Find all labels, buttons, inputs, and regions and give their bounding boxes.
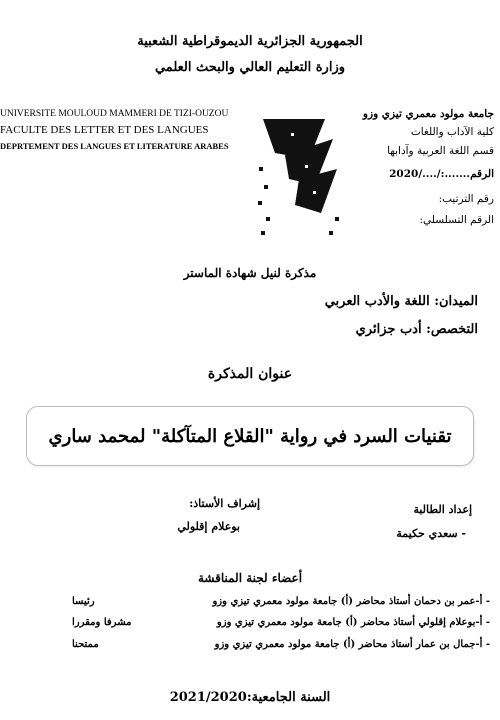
jury-member-role: ممتحنا (72, 639, 99, 650)
title-heading: عنوان المذكرة (207, 366, 293, 382)
university-name-fr: UNIVERSITE MOULOUD MAMMERI DE TIZI-OUZOU (0, 109, 229, 119)
faculty-name-fr: FACULTE DES LETTER ET DES LANGUES (0, 124, 209, 136)
student-name: - سعدي حكيمة (396, 527, 466, 540)
jury-member-desc: - أ-عمر بن دحمان أستاذ محاضر (أ) جامعة مولود معمري تيزي وزو (212, 596, 490, 607)
ministry-title: وزارة التعليم العالي والبحث العلمي (154, 60, 346, 75)
jury-member-desc: - أ-جمال بن عمار أستاذ محاضر (أ) جامعة مولود معمري تيزي وزو (214, 639, 490, 650)
republic-title: الجمهورية الجزائرية الديموقراطية الشعبية (137, 34, 363, 49)
reference-number: الرقم.......:/..../2020 (389, 168, 494, 180)
specialty-line: التخصص: أدب جزائري (355, 322, 478, 337)
university-logo-icon (255, 113, 345, 243)
memo-title-box (26, 406, 474, 466)
supervision-label: إشراف الأستاذ: (189, 497, 260, 510)
jury-member-role: مشرفا ومقررا (72, 617, 132, 628)
university-name-ar: جامعة مولود معمري تيزي وزو (362, 108, 494, 120)
jury-member-role: رئيسا (72, 596, 95, 607)
jury-member-desc: - أ-بوعلام إقلولي أستاذ محاضر (أ) جامعة مولود معمري تيزي وزو (216, 617, 490, 628)
supervisor-name: بوعلام إقلولي (177, 520, 240, 533)
degree-title: مذكرة لنيل شهادة الماستر (183, 266, 317, 280)
prepared-by-label: إعداد الطالبة (413, 503, 472, 516)
jury-heading: أعضاء لجنة المناقشة (197, 571, 303, 585)
serial-number-label: الرقم التسلسلي: (419, 214, 494, 226)
department-name-fr: DEPRTEMENT DES LANGUES ET LITERATURE ARABES (0, 141, 229, 151)
memo-title: تقنيات السرد في رواية "القلاع المتآكلة" لمحمد ساري (48, 425, 452, 447)
academic-year: السنة الجامعية:2021/2020 (169, 690, 331, 705)
field-line: الميدان: اللغة والأدب العربي (324, 294, 478, 309)
department-name-ar: قسم اللغة العربية وآدابها (387, 145, 494, 157)
faculty-name-ar: كلية الآداب واللغات (410, 126, 494, 138)
order-number-label: رقم الترتيب: (438, 193, 494, 205)
